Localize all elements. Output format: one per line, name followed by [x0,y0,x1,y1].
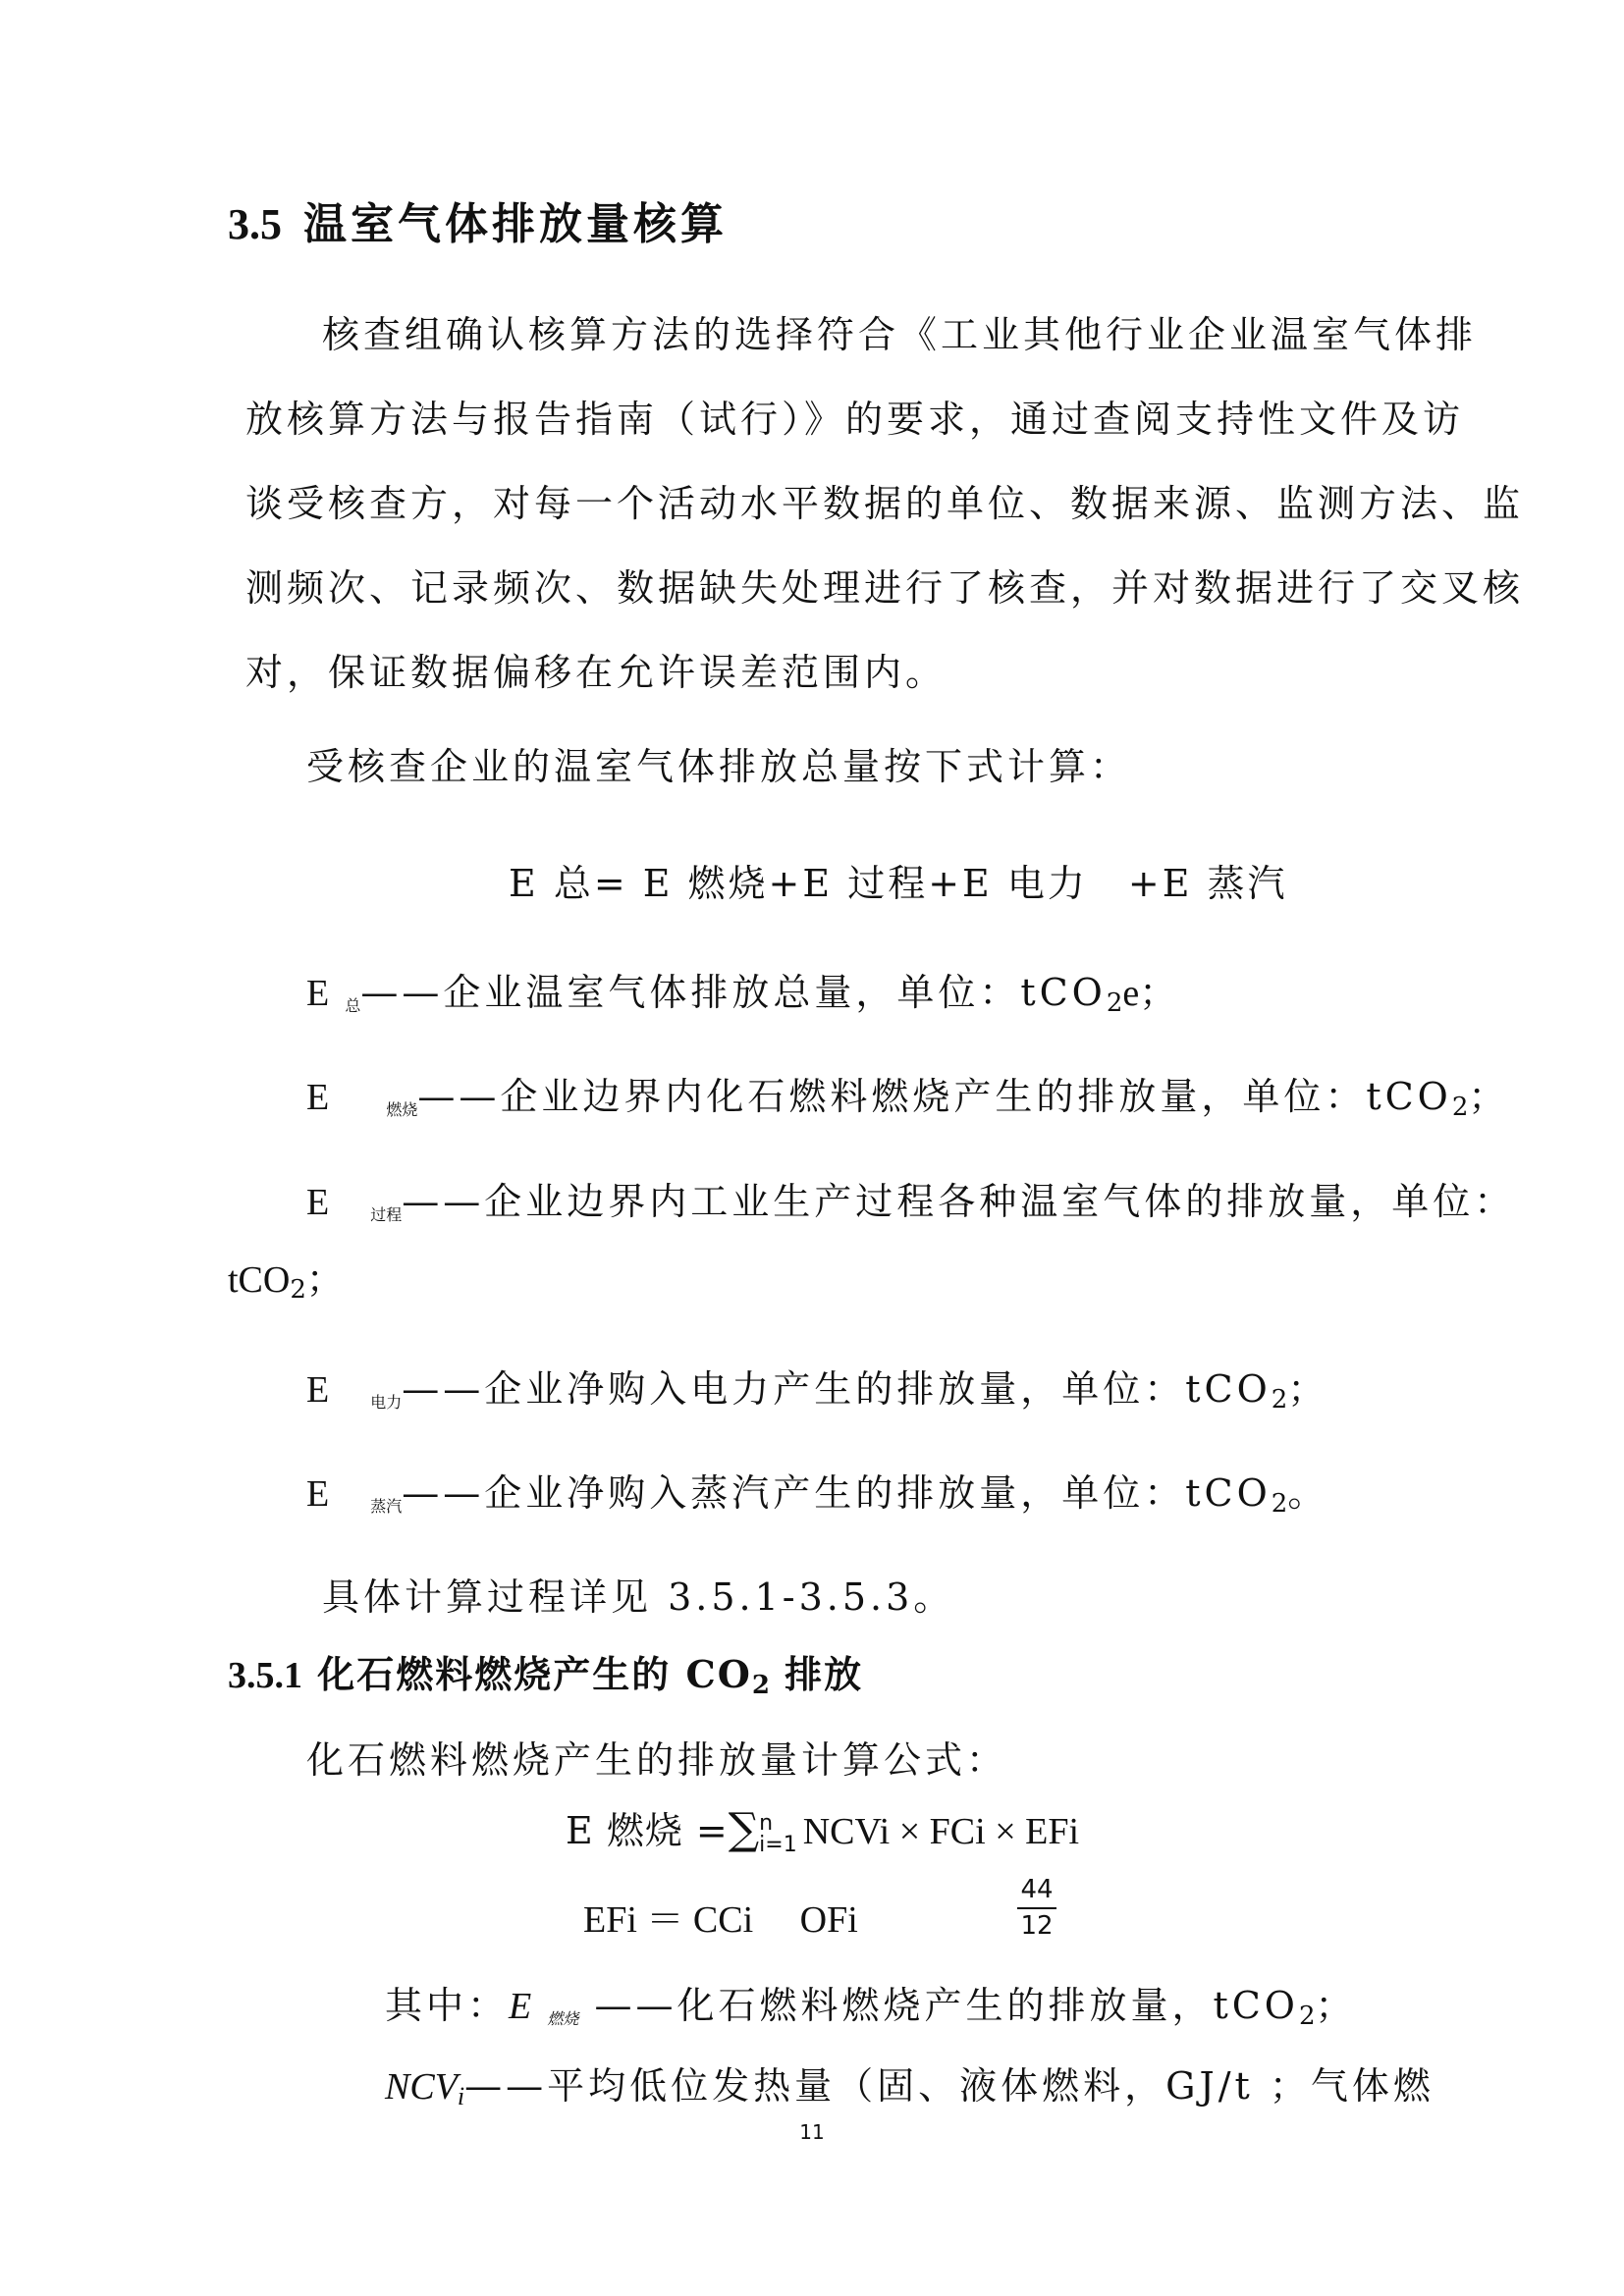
definition-steam: E $_{蒸汽}$——企业净购入蒸汽产生的排放量，单位：tCO2。 [306,1471,1329,1519]
paragraph-line: 谈受核查方，对每一个活动水平数据的单位、数据来源、监测方法、监 [245,482,1525,525]
page-number: 11 [799,2120,825,2144]
subsection-heading: 3.5.1 化石燃料燃烧产生的 CO2 排放 [228,1652,864,1700]
section-heading [228,199,728,249]
definition-total: E $_总$——企业温室气体排放总量，单位：tCO2e； [306,971,1177,1018]
definition-process-unit: tCO2； [228,1257,348,1305]
section-title: 温室气体排放量核算 [303,199,728,249]
paragraph-line: 对，保证数据偏移在允许误差范围内。 [245,651,947,694]
formula-intro: 受核查企业的温室气体排放总量按下式计算： [306,745,1132,788]
paragraph-line: 测频次、记录频次、数据缺失处理进行了核查，并对数据进行了交叉核 [245,566,1525,610]
where-combustion: 其中：E $_{燃烧}$ ——化石燃料燃烧产生的排放量，tCO2； [385,1984,1357,2031]
definition-electricity: E $_{电力}$——企业净购入电力产生的排放量，单位：tCO2； [306,1367,1329,1415]
details-reference: 具体计算过程详见 3.5.1-3.5.3。 [322,1575,955,1619]
total-emission-formula: E 总= E 燃烧+E 过程+E 电力 +E 蒸汽 [509,862,1288,905]
section-number: 3.5 [228,200,282,248]
definition-combustion: E $_{燃烧}$——企业边界内化石燃料燃烧产生的排放量，单位：tCO2； [306,1075,1510,1122]
where-ncv: NCVi——平均低位发热量（固、液体燃料，GJ/t ；气体燃 [385,2064,1435,2110]
combustion-formula: E 燃烧 =∑ n i=1 NCVi × FCi × EFi [566,1804,1080,1857]
fraction-44-12: 44 12 [1017,1875,1056,1942]
subsection-number: 3.5.1 [228,1655,302,1696]
fossil-formula-intro: 化石燃料燃烧产生的排放量计算公式： [306,1738,1008,1782]
emission-factor-formula: EFi ＝ CCi OFi [583,1899,858,1941]
paragraph-line: 放核算方法与报告指南（试行）》的要求，通过查阅支持性文件及访 [245,398,1465,441]
paragraph-line: 核查组确认核算方法的选择符合《工业其他行业企业温室气体排 [322,313,1478,356]
definition-process: E $_{过程}$——企业边界内工业生产过程各种温室气体的排放量，单位： [306,1180,1516,1224]
